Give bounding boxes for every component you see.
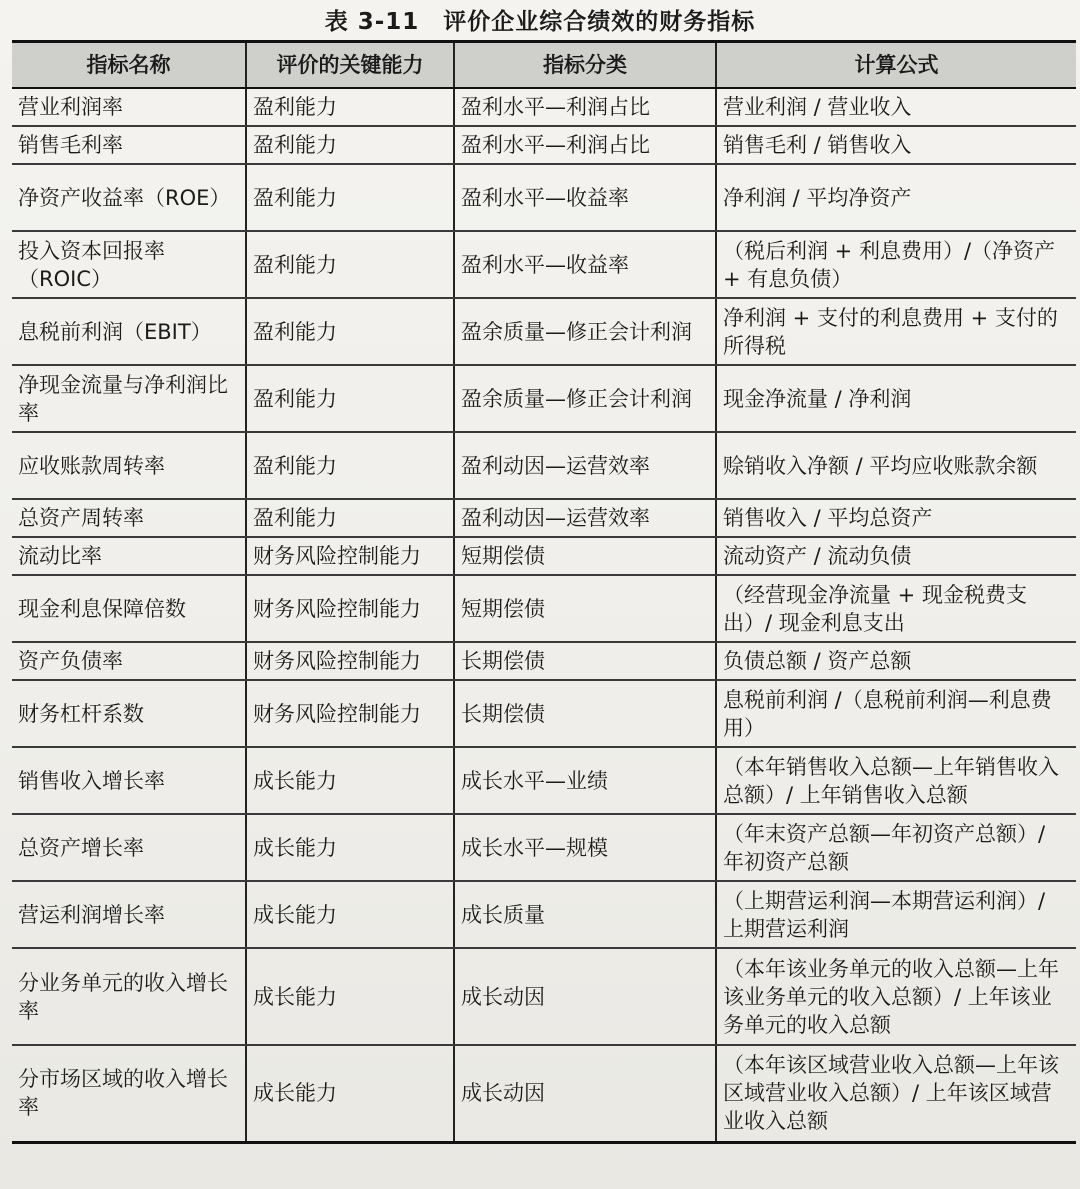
indicator-name-cell: 销售毛利率 xyxy=(12,126,246,164)
table-row xyxy=(12,948,1076,1045)
formula-cell: 息税前利润 /（息税前利润—利息费用） xyxy=(716,680,1076,747)
indicator-name-cell: 现金利息保障倍数 xyxy=(12,575,246,642)
formula-cell: 销售收入 / 平均总资产 xyxy=(716,499,1076,537)
indicator-name-cell: 应收账款周转率 xyxy=(12,432,246,499)
indicator-name-cell: 投入资本回报率（ROIC） xyxy=(12,231,246,298)
category-cell: 长期偿债 xyxy=(454,642,716,680)
formula-cell: （税后利润 + 利息费用）/（净资产 + 有息负债） xyxy=(716,231,1076,298)
category-cell: 盈余质量—修正会计利润 xyxy=(454,298,716,365)
ability-cell: 盈利能力 xyxy=(246,164,454,231)
formula-cell: 销售毛利 / 销售收入 xyxy=(716,126,1076,164)
ability-cell: 成长能力 xyxy=(246,747,454,814)
table-header-row xyxy=(12,42,1076,89)
formula-cell: （本年该区域营业收入总额—上年该区域营业收入总额）/ 上年该区域营业收入总额 xyxy=(716,1045,1076,1142)
header-indicator-name: 指标名称 xyxy=(12,42,246,89)
category-cell: 盈利水平—收益率 xyxy=(454,231,716,298)
table-row xyxy=(12,88,1076,126)
formula-cell: 净利润 + 支付的利息费用 + 支付的所得税 xyxy=(716,298,1076,365)
category-cell: 短期偿债 xyxy=(454,575,716,642)
formula-cell: 净利润 / 平均净资产 xyxy=(716,164,1076,231)
category-cell: 盈利水平—利润占比 xyxy=(454,126,716,164)
table-row xyxy=(12,814,1076,881)
ability-cell: 盈利能力 xyxy=(246,432,454,499)
formula-cell: （上期营运利润—本期营运利润）/ 上期营运利润 xyxy=(716,881,1076,948)
table-row xyxy=(12,642,1076,680)
category-cell: 盈余质量—修正会计利润 xyxy=(454,365,716,432)
ability-cell: 成长能力 xyxy=(246,881,454,948)
ability-cell: 盈利能力 xyxy=(246,365,454,432)
header-key-ability: 评价的关键能力 xyxy=(246,42,454,89)
indicator-name-cell: 流动比率 xyxy=(12,537,246,575)
category-cell: 成长质量 xyxy=(454,881,716,948)
ability-cell: 成长能力 xyxy=(246,1045,454,1142)
table-row xyxy=(12,164,1076,231)
category-cell: 长期偿债 xyxy=(454,680,716,747)
table-caption: 表 3-11 评价企业综合绩效的财务指标 xyxy=(324,9,756,35)
ability-cell: 盈利能力 xyxy=(246,499,454,537)
table-row xyxy=(12,432,1076,499)
category-cell: 盈利动因—运营效率 xyxy=(454,432,716,499)
formula-cell: （经营现金净流量 + 现金税费支出）/ 现金利息支出 xyxy=(716,575,1076,642)
table-row xyxy=(12,365,1076,432)
formula-cell: 流动资产 / 流动负债 xyxy=(716,537,1076,575)
header-formula: 计算公式 xyxy=(716,42,1076,89)
header-category: 指标分类 xyxy=(454,42,716,89)
table-row xyxy=(12,537,1076,575)
ability-cell: 成长能力 xyxy=(246,814,454,881)
formula-cell: （年末资产总额—年初资产总额）/ 年初资产总额 xyxy=(716,814,1076,881)
table-row xyxy=(12,126,1076,164)
indicator-name-cell: 销售收入增长率 xyxy=(12,747,246,814)
indicator-name-cell: 营运利润增长率 xyxy=(12,881,246,948)
ability-cell: 成长能力 xyxy=(246,948,454,1045)
table-row xyxy=(12,575,1076,642)
table-row xyxy=(12,747,1076,814)
financial-indicators-table xyxy=(12,40,1076,1144)
indicator-name-cell: 净现金流量与净利润比率 xyxy=(12,365,246,432)
formula-cell: 营业利润 / 营业收入 xyxy=(716,88,1076,126)
table-row xyxy=(12,499,1076,537)
table-row xyxy=(12,1045,1076,1142)
category-cell: 成长动因 xyxy=(454,948,716,1045)
formula-cell: （本年销售收入总额—上年销售收入总额）/ 上年销售收入总额 xyxy=(716,747,1076,814)
ability-cell: 财务风险控制能力 xyxy=(246,537,454,575)
category-cell: 成长水平—业绩 xyxy=(454,747,716,814)
table-row xyxy=(12,881,1076,948)
table-row xyxy=(12,298,1076,365)
formula-cell: 现金净流量 / 净利润 xyxy=(716,365,1076,432)
indicator-name-cell: 分市场区域的收入增长率 xyxy=(12,1045,246,1142)
ability-cell: 盈利能力 xyxy=(246,126,454,164)
indicator-name-cell: 财务杠杆系数 xyxy=(12,680,246,747)
table-row xyxy=(12,231,1076,298)
indicator-name-cell: 息税前利润（EBIT） xyxy=(12,298,246,365)
indicator-name-cell: 总资产周转率 xyxy=(12,499,246,537)
ability-cell: 盈利能力 xyxy=(246,298,454,365)
indicator-name-cell: 营业利润率 xyxy=(12,88,246,126)
formula-cell: 赊销收入净额 / 平均应收账款余额 xyxy=(716,432,1076,499)
indicator-name-cell: 分业务单元的收入增长率 xyxy=(12,948,246,1045)
category-cell: 成长水平—规模 xyxy=(454,814,716,881)
category-cell: 盈利动因—运营效率 xyxy=(454,499,716,537)
indicator-name-cell: 净资产收益率（ROE） xyxy=(12,164,246,231)
ability-cell: 财务风险控制能力 xyxy=(246,642,454,680)
category-cell: 成长动因 xyxy=(454,1045,716,1142)
ability-cell: 财务风险控制能力 xyxy=(246,680,454,747)
category-cell: 短期偿债 xyxy=(454,537,716,575)
category-cell: 盈利水平—收益率 xyxy=(454,164,716,231)
category-cell: 盈利水平—利润占比 xyxy=(454,88,716,126)
formula-cell: （本年该业务单元的收入总额—上年该业务单元的收入总额）/ 上年该业务单元的收入总额 xyxy=(716,948,1076,1045)
formula-cell: 负债总额 / 资产总额 xyxy=(716,642,1076,680)
ability-cell: 盈利能力 xyxy=(246,231,454,298)
table-row xyxy=(12,680,1076,747)
ability-cell: 财务风险控制能力 xyxy=(246,575,454,642)
indicator-name-cell: 总资产增长率 xyxy=(12,814,246,881)
ability-cell: 盈利能力 xyxy=(246,88,454,126)
indicator-name-cell: 资产负债率 xyxy=(12,642,246,680)
